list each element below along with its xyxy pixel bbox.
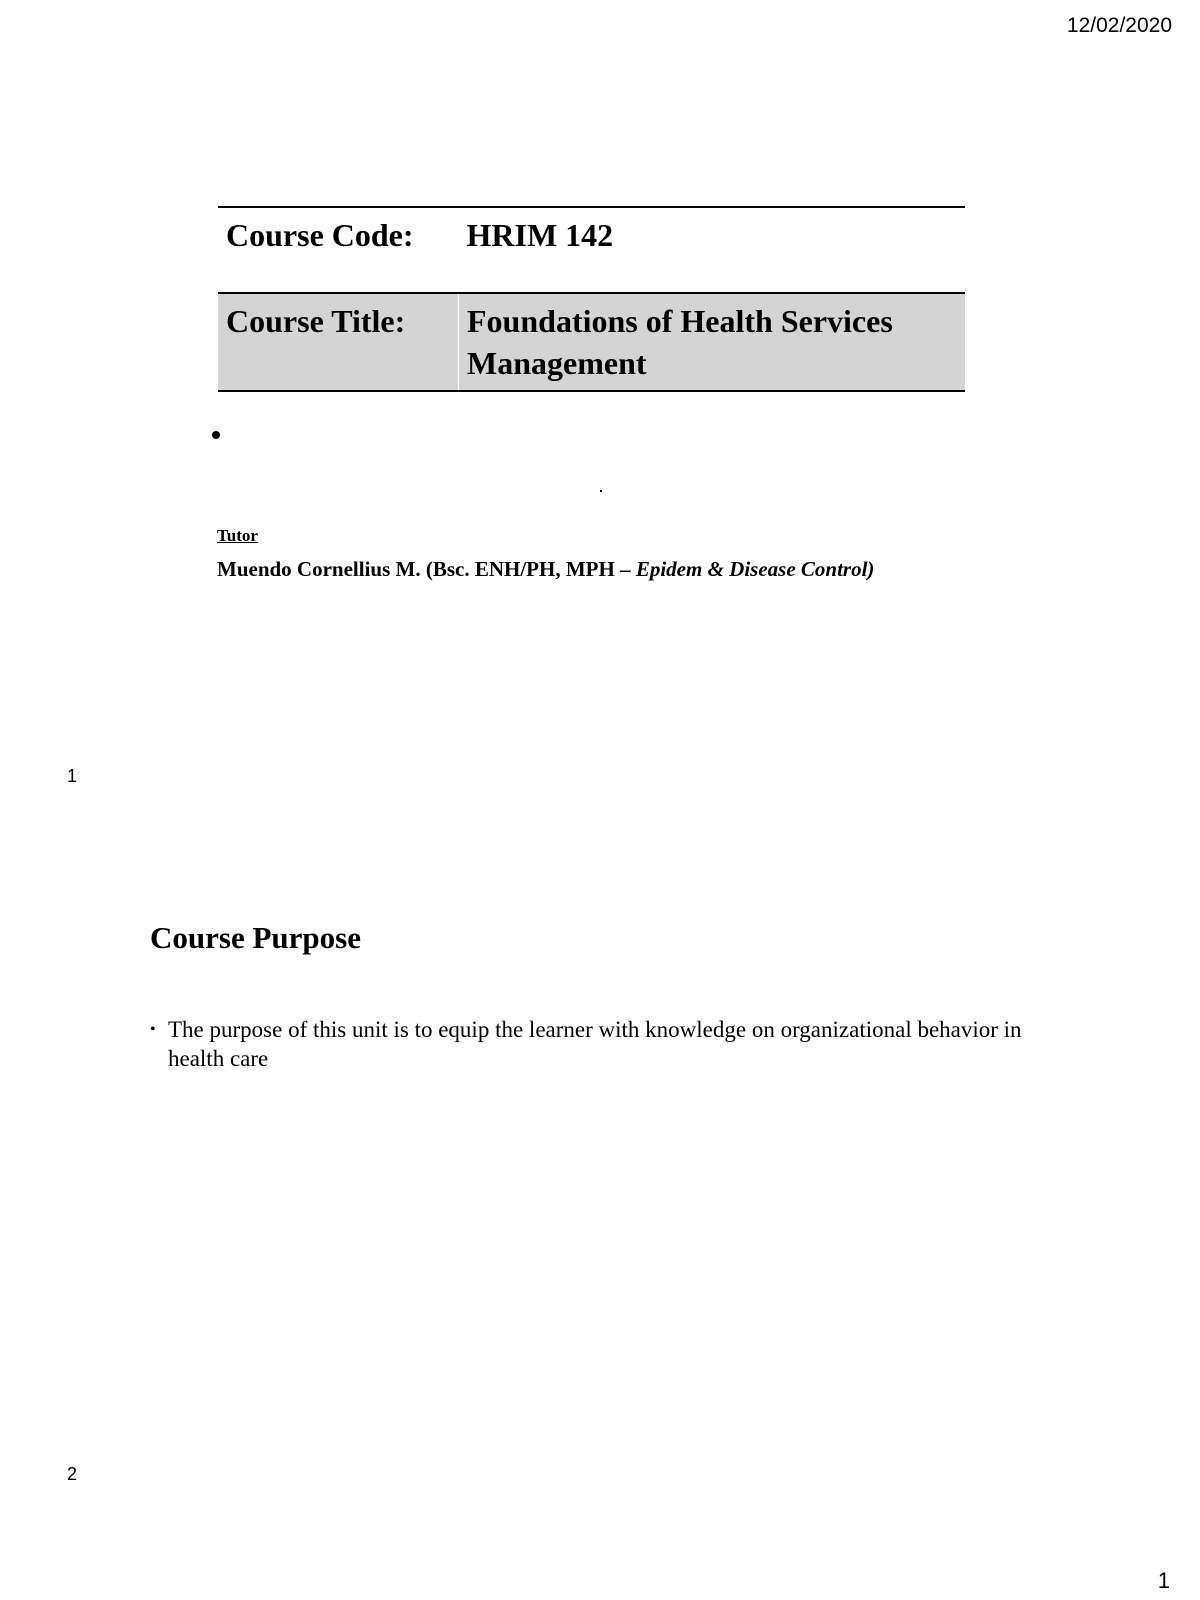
slide-number-1: 1: [67, 766, 78, 786]
course-title-row: [218, 293, 965, 391]
course-purpose-heading: Course Purpose: [150, 920, 361, 955]
course-code-value: HRIM 142: [459, 207, 966, 293]
course-purpose-list: [150, 1015, 1060, 1073]
tutor-label: Tutor: [217, 526, 258, 545]
page-number: 1: [1157, 1568, 1170, 1593]
tutor-name: Muendo Cornellius M. (Bsc. ENH/PH, MPH –: [217, 557, 636, 581]
empty-bullet-marker: [212, 431, 220, 439]
course-info-table: [218, 206, 965, 392]
course-title-label: Course Title:: [218, 293, 459, 391]
course-code-row: [218, 207, 965, 293]
stray-dot: [600, 490, 602, 492]
slide-number-2: 2: [67, 1464, 78, 1484]
tutor-line: [217, 557, 874, 582]
course-code-label: Course Code:: [218, 207, 459, 293]
page-date: 12/02/2020: [1066, 14, 1172, 37]
list-item: • The purpose of this unit is to equip the learner with knowledge on organizational behavior in health care: [150, 1015, 1060, 1073]
course-title-value: Foundations of Health Services Management: [459, 293, 966, 391]
tutor-specialization: Epidem & Disease Control): [635, 557, 875, 581]
